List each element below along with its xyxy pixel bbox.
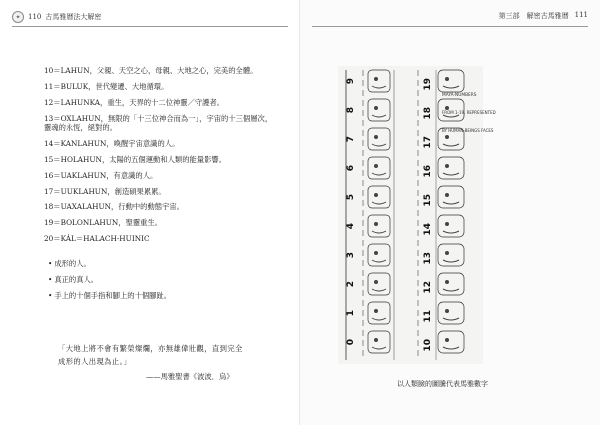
glyph-mouth xyxy=(443,289,459,291)
right-number: 17 xyxy=(423,136,433,149)
left-header xyxy=(12,11,101,23)
glyph-mouth xyxy=(443,115,459,117)
list-item: 17＝UUKLAHUN，創造碩果累累。 xyxy=(44,186,166,196)
maya-face-glyph-icon xyxy=(368,128,390,150)
glyph-mouth xyxy=(372,144,386,146)
right-number: 19 xyxy=(423,78,433,91)
right-number: 14 xyxy=(423,223,433,236)
maya-face-glyph-icon xyxy=(368,331,390,353)
handwritten-note: BY HUMAN-BEINGS FACES xyxy=(442,128,494,133)
left-number: 2 xyxy=(346,281,356,288)
right-page-number: 111 xyxy=(574,11,588,19)
list-item: 10＝LAHUN，父親、天空之心，母親、大地之心，完美的全體。 xyxy=(44,66,258,75)
glyph-eye xyxy=(374,135,378,139)
glyph-eye xyxy=(445,135,449,139)
list-item: 13＝OXLAHUN，無限的「十三位神合而為一」，宇宙的十三個層次，靈魂的永恆，絕對的。 xyxy=(44,113,273,132)
maya-face-glyph-icon xyxy=(438,186,464,208)
left-number: 1 xyxy=(346,310,356,317)
maya-face-glyph-icon xyxy=(438,70,464,92)
right-number: 10 xyxy=(423,339,433,352)
left-number: 7 xyxy=(346,136,356,143)
header-rule xyxy=(12,26,288,27)
maya-numbers-drawing xyxy=(338,66,496,364)
right-number: 12 xyxy=(423,281,433,294)
numbers-list xyxy=(44,66,274,250)
glyph-eye xyxy=(445,251,449,255)
left-number: 5 xyxy=(346,194,356,201)
glyph-mouth xyxy=(372,86,386,88)
glyph-eye xyxy=(445,222,449,226)
left-number: 9 xyxy=(346,78,356,85)
list-item: 19＝BOLONLAHUN，聖靈重生。 xyxy=(44,218,163,228)
list-item: 18＝UAXALAHUN，行動中的動態宇宙。 xyxy=(44,202,184,212)
glyph-mouth xyxy=(372,260,386,262)
maya-face-glyph-icon xyxy=(438,244,464,266)
glyph-eye xyxy=(445,77,449,81)
glyph-mouth xyxy=(372,318,386,320)
glyph-eye xyxy=(374,77,378,81)
left-number: 3 xyxy=(346,252,356,259)
book-title: 古馬雅曆法大解密 xyxy=(45,13,102,21)
glyph-mouth xyxy=(443,231,459,233)
glyph-eye xyxy=(445,280,449,284)
glyph-eye xyxy=(374,251,378,255)
glyph-mouth xyxy=(372,202,386,204)
maya-face-glyph-icon xyxy=(368,273,390,295)
right-number: 11 xyxy=(423,310,433,323)
glyph-mouth xyxy=(372,115,386,117)
right-number: 16 xyxy=(423,165,433,178)
glyph-mouth xyxy=(372,173,386,175)
maya-face-glyph-icon xyxy=(438,157,464,179)
maya-face-glyph-icon xyxy=(368,99,390,121)
glyph-mouth xyxy=(443,86,459,88)
maya-face-glyph-icon xyxy=(438,302,464,324)
glyph-mouth xyxy=(372,347,386,349)
list-item: 11＝BULUK，世代變遷、大地循環。 xyxy=(44,81,169,91)
left-number: 0 xyxy=(346,339,356,346)
glyph-eye xyxy=(374,309,378,313)
quote-text: 「大地上將不會有繁榮燦爛，亦無雄偉壯觀，直到完全成形的人出現為止。」 xyxy=(58,344,243,366)
glyph-eye xyxy=(445,106,449,110)
maya-face-glyph-icon xyxy=(368,244,390,266)
list-item: 15＝HOLAHUN，太陽的五個運動和人類的能量影響。 xyxy=(44,154,226,164)
left-number: 4 xyxy=(346,223,356,230)
list-item: 12＝LAHUNKA，重生，天界的十二位神靈／守護者。 xyxy=(44,97,225,107)
quote-attribution: ——馬雅聖書《波波．烏》 xyxy=(146,372,234,381)
glyph-eye xyxy=(374,106,378,110)
glyph-eye xyxy=(374,338,378,342)
glyph-mouth xyxy=(443,144,459,146)
right-header xyxy=(499,11,588,21)
bullet-item: • 手上的十個手指和腳上的十個腳趾。 xyxy=(48,291,171,300)
glyph-mouth xyxy=(443,318,459,320)
glyph-eye xyxy=(445,338,449,342)
glyph-mouth xyxy=(443,347,459,349)
glyph-eye xyxy=(374,193,378,197)
glyph-mouth xyxy=(443,202,459,204)
list-item: 20＝KÁL＝HALACH-HUINIC xyxy=(44,234,150,244)
maya-face-glyph-icon xyxy=(368,215,390,237)
header-rule xyxy=(312,26,588,27)
maya-face-glyph-icon xyxy=(368,70,390,92)
maya-face-glyph-icon xyxy=(368,157,390,179)
maya-face-glyph-icon xyxy=(368,302,390,324)
section-title: 第三部 解密古馬雅曆 xyxy=(498,12,569,20)
list-item: 14＝KANLAHUN，喚醒宇宙意識的人。 xyxy=(44,138,180,148)
right-number: 18 xyxy=(423,107,433,120)
maya-face-glyph-icon xyxy=(438,215,464,237)
maya-face-glyph-icon xyxy=(438,273,464,295)
left-page-number: 110 xyxy=(28,13,42,21)
glyph-mouth xyxy=(443,173,459,175)
maya-numbers-photo xyxy=(338,66,496,364)
right-number: 13 xyxy=(423,252,433,265)
book-logo-icon: ✦ xyxy=(12,11,24,23)
list-item: 16＝UAKLAHUN，有意識的人。 xyxy=(44,170,158,180)
glyph-eye xyxy=(374,164,378,168)
glyph-eye xyxy=(445,309,449,313)
handwritten-note: FROM 1-19, REPRESENTED xyxy=(442,110,496,115)
glyph-mouth xyxy=(372,231,386,233)
glyph-eye xyxy=(445,164,449,168)
maya-face-glyph-icon xyxy=(368,186,390,208)
bullet-item: • 真正的真人。 xyxy=(48,275,171,284)
glyph-eye xyxy=(445,193,449,197)
glyph-eye xyxy=(374,280,378,284)
glyph-eye xyxy=(374,222,378,226)
left-number: 6 xyxy=(346,165,356,172)
handwritten-note: MAYA-NUMBERS xyxy=(442,93,477,98)
right-number: 15 xyxy=(423,194,433,207)
glyph-mouth xyxy=(443,260,459,262)
glyph-mouth xyxy=(372,289,386,291)
bullet-item: • 成形的人。 xyxy=(48,259,171,268)
bullet-list xyxy=(48,259,171,307)
figure-caption: 以人類臉的圖騰代表馬雅數字 xyxy=(397,380,488,388)
maya-face-glyph-icon xyxy=(438,331,464,353)
left-number: 8 xyxy=(346,107,356,114)
